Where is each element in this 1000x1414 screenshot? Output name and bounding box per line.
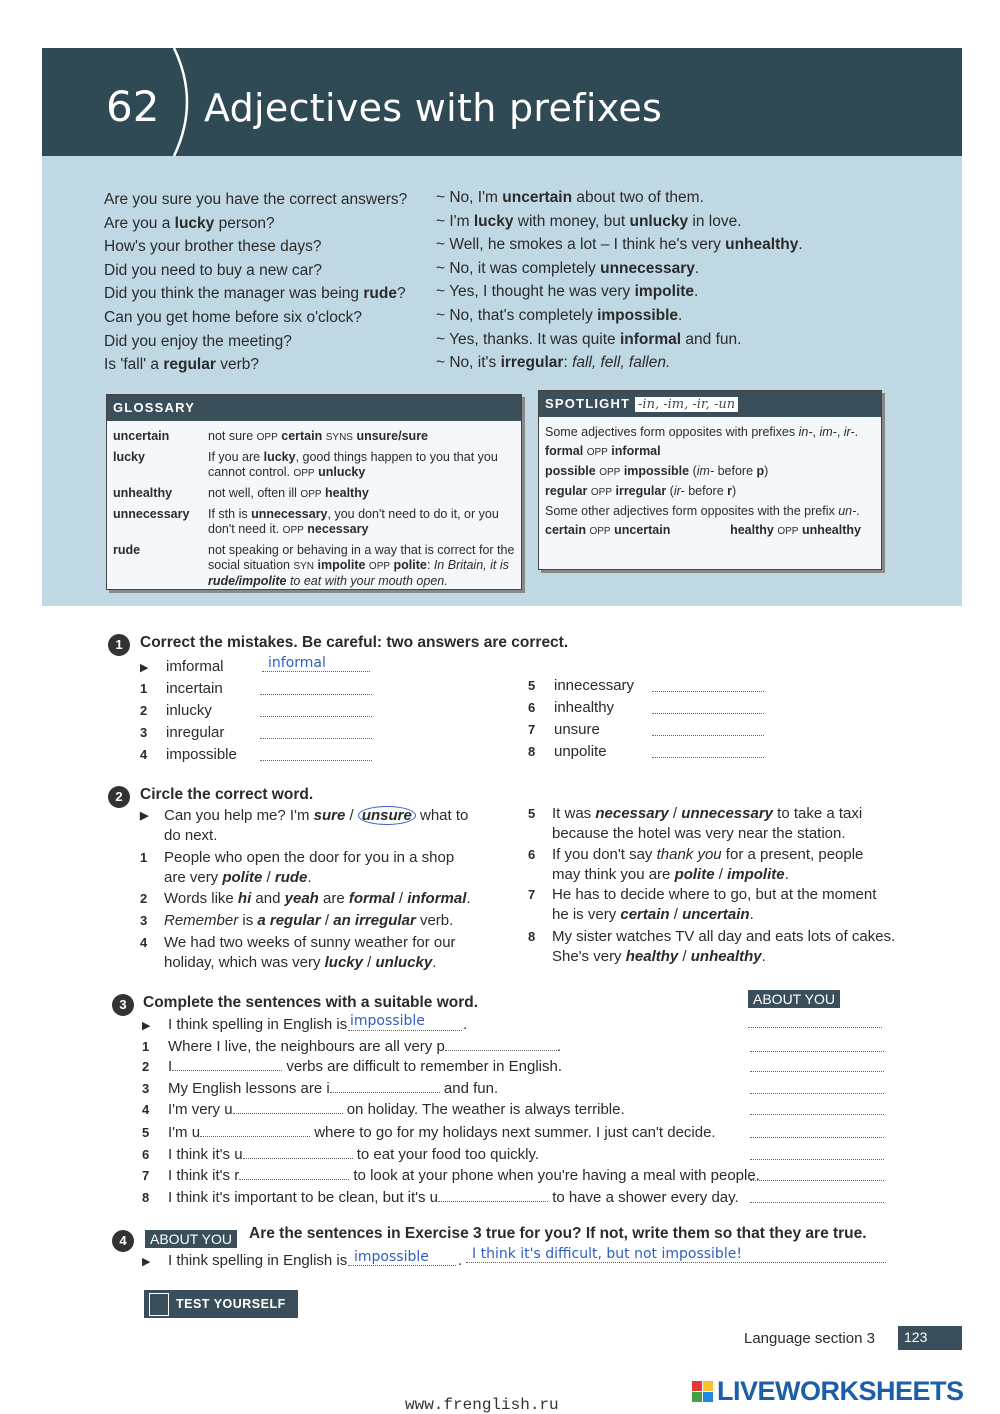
exercise-3-instruction: Complete the sentences with a suitable word. [143, 994, 479, 1011]
ex3-item-pre: I'm u [168, 1124, 201, 1141]
ex3-item-pre: My English lessons are i [168, 1080, 330, 1097]
glossary-entry [107, 507, 521, 538]
spotlight-body [539, 417, 881, 547]
exercise-2-instruction: Circle the correct word. [140, 786, 314, 803]
spotlight-title [539, 391, 881, 417]
dialog-answers [436, 186, 856, 375]
ex3-item-post: to have a shower every day. [548, 1189, 739, 1206]
glossary-title: GLOSSARY [107, 395, 521, 421]
dialog-question: How's your brother these days? [104, 238, 322, 256]
glossary-term: unnecessary [113, 507, 190, 521]
ex3-item-number: 8 [142, 1190, 150, 1205]
ex1-example: ▶ imformal [140, 658, 224, 675]
ex3-item-pre: I think it's u [168, 1146, 243, 1163]
glossary-def: not speaking or behaving in a way that is correct for the social situation SYN impolite OPP polite: In Britain, it is rude/impolite to eat with your mouth open. [208, 543, 515, 588]
dialog-answer: ~ No, it was completely unnecessary. [436, 259, 700, 277]
ex1-answer-field[interactable] [652, 698, 764, 714]
unit-title: Adjectives with prefixes [204, 86, 663, 130]
ex1-answer-field[interactable] [260, 679, 372, 695]
ex3-blank[interactable] [243, 1147, 353, 1159]
ex1-item-word: unpolite [554, 743, 607, 760]
about-you-line[interactable] [750, 1036, 884, 1052]
dialog-question: Did you think the manager was being rude? [104, 285, 406, 303]
unit-number: 62 [106, 82, 160, 131]
dialog-question: Did you enjoy the meeting? [104, 332, 292, 350]
ex3-item [142, 1167, 760, 1184]
brand-text: LIVEWORKSHEETS [717, 1376, 964, 1406]
ex3-item-number: 1 [142, 1039, 150, 1054]
exercise-1-instruction: Correct the mistakes. Be careful: two answers are correct. [140, 634, 569, 651]
ex3-blank[interactable] [200, 1125, 310, 1137]
ex1-item-word: inhealthy [554, 699, 615, 716]
ex1-item [140, 680, 223, 697]
ex3-item-number: 4 [142, 1102, 150, 1117]
ex3-item-post: verbs are difficult to remember in English. [282, 1058, 563, 1075]
dialog-answer: ~ No, I'm uncertain about two of them. [436, 189, 704, 206]
glossary-entry [107, 429, 521, 445]
ex1-item-number: 7 [528, 722, 536, 737]
ex2-example: ▶ Can you help me? I'm sure / unsure what to do next. [140, 807, 469, 844]
ex2-item: 2 Words like hi and yeah are formal / informal. [140, 890, 471, 907]
ex1-example-word: imformal [166, 658, 224, 675]
ex2-example-circled: unsure [358, 806, 416, 825]
about-you-tag-ex4: ABOUT YOU [145, 1230, 237, 1248]
ex1-answer-field[interactable] [652, 742, 764, 758]
ex3-item-post: and fun. [439, 1080, 499, 1097]
ex4-example: ▶ I think spelling in English is [142, 1252, 348, 1269]
parenthesis-decoration [160, 48, 200, 156]
ex1-answer-field[interactable] [652, 676, 764, 692]
ex1-item-word: inlucky [166, 702, 212, 719]
dialog-answer: ~ I'm lucky with money, but unlucky in love. [436, 212, 742, 230]
liveworksheets-icon [692, 1381, 714, 1403]
exercise-4-instruction: Are the sentences in Exercise 3 true for you? If not, write them so that they are true. [249, 1225, 867, 1242]
ex1-item-number: 6 [528, 700, 536, 715]
glossary-entry [107, 543, 521, 589]
ex3-item-number: 6 [142, 1147, 150, 1162]
ex1-answer-field[interactable] [260, 701, 372, 717]
ex3-item [142, 1101, 625, 1118]
ex1-item-word: impossible [166, 746, 237, 763]
spotlight-line: Some other adjectives form opposites with the prefix un-. [545, 504, 860, 518]
about-you-line [748, 1012, 882, 1028]
ex3-item [142, 1189, 739, 1206]
spotlight-label: SPOTLIGHT [545, 396, 631, 411]
spotlight-line: formal OPP informal [545, 444, 661, 458]
ex3-item-post: to look at your phone when you're having a meal with people. [349, 1167, 760, 1184]
ex3-item-post: on holiday. The weather is always terrible. [342, 1101, 625, 1118]
glossary-def: If you are lucky, good things happen to you that you cannot control. OPP unlucky [208, 450, 498, 479]
ex3-item [142, 1124, 716, 1141]
ex1-item-number: 5 [528, 678, 536, 693]
spotlight-box [538, 390, 882, 570]
ex2-item: 1 People who open the door for you in a shop are very polite / rude. [140, 849, 455, 886]
glossary-term: lucky [113, 450, 145, 464]
ex3-item-number: 7 [142, 1168, 150, 1183]
about-you-line[interactable] [750, 1122, 884, 1138]
ex2-item: 6 If you don't say thank you for a present, people may think you are polite / impolite. [528, 846, 864, 883]
ex2-item: 4 We had two weeks of sunny weather for our holiday, which was very lucky / unlucky. [140, 934, 456, 971]
dialog-answer: ~ Yes, thanks. It was quite informal and fun. [436, 330, 742, 348]
ex1-answer-field[interactable] [652, 720, 764, 736]
exercise-1-number: 1 [108, 634, 130, 656]
spotlight-line: possible OPP impossible (im- before p) [545, 464, 769, 478]
ex3-item [142, 1058, 562, 1075]
ex3-blank[interactable] [233, 1102, 343, 1114]
ex3-item-pre: I [168, 1058, 173, 1075]
ex1-item-word: innecessary [554, 677, 635, 694]
ex3-example-answer: impossible [350, 1013, 425, 1029]
glossary-entry [107, 450, 521, 481]
ex1-item [528, 699, 614, 716]
ex4-example-text: I think spelling in English is [168, 1252, 348, 1269]
ex1-item-number: 3 [140, 725, 148, 740]
ex3-item [142, 1080, 498, 1097]
site-url: www.frenglish.ru [405, 1396, 559, 1414]
ex1-answer-field[interactable] [260, 745, 372, 761]
test-yourself-button[interactable] [144, 1290, 298, 1318]
ex3-example-text: I think spelling in English is [168, 1016, 348, 1033]
ex1-item-number: 4 [140, 747, 148, 762]
glossary-def: If sth is unnecessary, you don't need to do it, or you don't need it. OPP necessary [208, 507, 499, 536]
ex3-item-number: 3 [142, 1081, 150, 1096]
ex3-blank[interactable] [445, 1039, 557, 1051]
ex2-item: 7 He has to decide where to go, but at the moment he is very certain / uncertain. [528, 886, 877, 923]
ex1-item-number: 8 [528, 744, 536, 759]
ex3-blank[interactable] [172, 1059, 282, 1071]
ex1-item-word: incertain [166, 680, 223, 697]
ex3-item-pre: I think it's important to be clean, but it's u [168, 1189, 439, 1206]
ex3-item-pre: I'm very u [168, 1101, 233, 1118]
ex3-item-post: where to go for my holidays next summer. I just can't decide. [310, 1124, 716, 1141]
section-label: Language section 3 [744, 1330, 875, 1347]
glossary-box [106, 394, 522, 590]
exercise-3-number: 3 [112, 994, 134, 1016]
about-you-line[interactable] [750, 1099, 884, 1115]
page-number: 123 [898, 1326, 962, 1350]
exercise-2-number: 2 [108, 786, 130, 808]
ex1-item [528, 743, 607, 760]
glossary-term: uncertain [113, 429, 170, 443]
dialog-answer: ~ No, that's completely impossible. [436, 306, 683, 324]
about-you-line[interactable] [750, 1056, 884, 1072]
ex1-item [528, 677, 634, 694]
spotlight-line: certain OPP uncertain healthy OPP unhealthy [545, 523, 861, 537]
ex1-item [140, 724, 224, 741]
ex4-example-answer-2: I think it's difficult, but not impossible! [472, 1246, 742, 1262]
ex1-item-word: unsure [554, 721, 600, 738]
ex3-item-number: 5 [142, 1125, 150, 1140]
dialog-answer: ~ No, it's irregular: fall, fell, fallen. [436, 354, 671, 372]
ex4-example-answer: impossible [354, 1249, 429, 1265]
about-you-line[interactable] [750, 1144, 884, 1160]
ex3-blank[interactable] [330, 1081, 440, 1093]
ex3-item [142, 1038, 561, 1055]
ex3-item-post: to eat your food too quickly. [352, 1146, 540, 1163]
glossary-def: not well, often ill OPP healthy [208, 486, 369, 500]
ex1-item [140, 702, 212, 719]
ex2-item: 8 My sister watches TV all day and eats lots of cakes. She's very healthy / unhealthy. [528, 928, 896, 965]
about-you-tag: ABOUT YOU [748, 990, 840, 1008]
ex1-item [528, 721, 600, 738]
ex4-example-dot: . [458, 1252, 463, 1269]
ex3-example-end: . [463, 1016, 468, 1033]
ex1-item-number: 1 [140, 681, 148, 696]
about-you-line[interactable] [750, 1078, 884, 1094]
spotlight-prefixes: -in, -im, -ir, -un [635, 397, 738, 412]
spotlight-line: regular OPP irregular (ir- before r) [545, 484, 737, 498]
ex1-item-number: 2 [140, 703, 148, 718]
dialog-question: Is 'fall' a regular verb? [104, 356, 259, 374]
glossary-term: rude [113, 543, 141, 557]
glossary-term: unhealthy [113, 486, 173, 500]
test-yourself-label: TEST YOURSELF [176, 1297, 286, 1311]
glossary-entry [107, 486, 521, 502]
dialog-answer: ~ Yes, I thought he was very impolite. [436, 283, 699, 301]
unit-header [42, 48, 962, 156]
ex2-item: 3 Remember is a regular / an irregular verb. [140, 912, 454, 929]
ex3-blank[interactable] [438, 1190, 548, 1202]
ex3-example: ▶ I think spelling in English is [142, 1016, 348, 1033]
ex2-item: 5 It was necessary / unnecessary to take a taxi because the hotel was very near the station. [528, 805, 863, 842]
ex3-item-post: . [556, 1038, 561, 1055]
ex3-item-pre: I think it's r [168, 1167, 240, 1184]
spotlight-line: Some adjectives form opposites with prefixes in-, im-, ir-. [545, 425, 859, 439]
glossary-def: not sure OPP certain SYNS unsure/sure [208, 429, 429, 443]
dialog-question: Are you sure you have the correct answers? [104, 191, 408, 208]
notebook-icon [149, 1293, 169, 1316]
ex1-item-word: inregular [166, 724, 225, 741]
dialog-questions [104, 188, 434, 377]
ex1-example-answer: informal [268, 655, 326, 671]
ex1-answer-field[interactable] [260, 723, 372, 739]
ex3-blank[interactable] [239, 1168, 349, 1180]
dialog-question: Can you get home before six o'clock? [104, 308, 362, 326]
about-you-line[interactable] [750, 1187, 884, 1203]
liveworksheets-logo [692, 1376, 964, 1407]
ex3-item [142, 1146, 539, 1163]
exercise-4-number: 4 [112, 1230, 134, 1252]
dialog-question: Did you need to buy a new car? [104, 261, 322, 279]
dialog-question: Are you a lucky person? [104, 214, 275, 232]
ex3-item-number: 2 [142, 1059, 150, 1074]
ex1-item [140, 746, 237, 763]
ex3-item-pre: Where I live, the neighbours are all very p [168, 1038, 445, 1055]
about-you-line[interactable] [750, 1165, 884, 1181]
dialog-answer: ~ Well, he smokes a lot – I think he's very unhealthy. [436, 236, 803, 254]
